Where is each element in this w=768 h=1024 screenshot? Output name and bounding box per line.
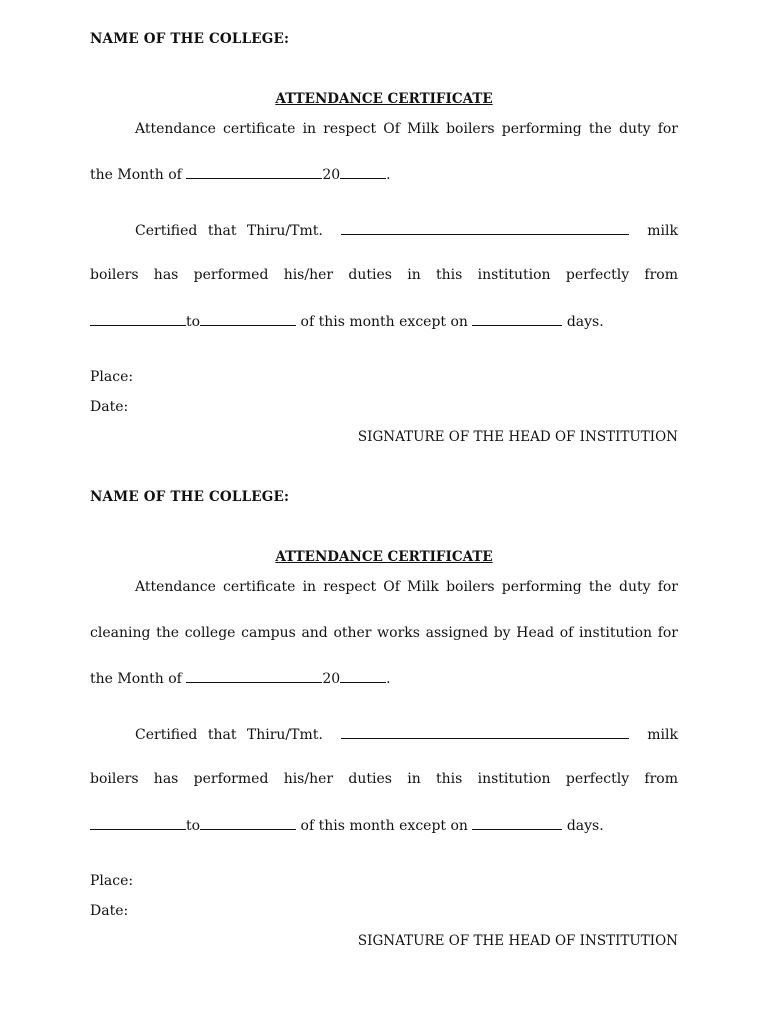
certified-line — [90, 221, 678, 240]
college-name-label: NAME OF THE COLLEGE: — [90, 489, 290, 505]
period-line — [90, 312, 678, 331]
certified-suffix: milk — [647, 223, 678, 239]
date-label: Date: — [90, 903, 129, 919]
certificate-heading: ATTENDANCE CERTIFICATE — [275, 91, 493, 107]
certified-prefix: Certified that Thiru/Tmt. — [135, 727, 323, 743]
name-blank — [341, 725, 629, 739]
month-year: 20 — [322, 671, 341, 687]
month-prefix: the Month of — [90, 671, 182, 687]
month-prefix: the Month of — [90, 167, 182, 183]
to-date-blank — [200, 312, 296, 326]
certified-prefix: Certified that Thiru/Tmt. — [135, 223, 323, 239]
signature-label: SIGNATURE OF THE HEAD OF INSTITUTION — [357, 429, 678, 445]
days-blank — [472, 312, 562, 326]
date-label: Date: — [90, 399, 129, 415]
except-text: of this month except on — [300, 314, 468, 330]
intro-line: Attendance certificate in respect Of Milk boilers performing the duty for — [135, 121, 678, 137]
certified-suffix: milk — [647, 727, 678, 743]
month-end: . — [386, 671, 391, 687]
duties-line: boilers has performed his/her duties in this institution perfectly from — [90, 267, 678, 283]
certificate-heading: ATTENDANCE CERTIFICATE — [275, 549, 493, 565]
from-date-blank — [90, 816, 186, 830]
duties-line: boilers has performed his/her duties in this institution perfectly from — [90, 771, 678, 787]
name-blank — [341, 221, 629, 235]
except-text: of this month except on — [300, 818, 468, 834]
year-blank — [340, 165, 386, 179]
intro-line: Attendance certificate in respect Of Milk boilers performing the duty for — [135, 579, 678, 595]
to-word: to — [186, 818, 201, 834]
certified-line — [90, 725, 678, 744]
place-label: Place: — [90, 873, 134, 889]
month-blank — [186, 165, 322, 179]
month-blank — [186, 669, 322, 683]
days-word: days. — [566, 314, 604, 330]
college-name-label: NAME OF THE COLLEGE: — [90, 31, 290, 47]
month-end: . — [386, 167, 391, 183]
year-blank — [340, 669, 386, 683]
to-date-blank — [200, 816, 296, 830]
days-word: days. — [566, 818, 604, 834]
from-date-blank — [90, 312, 186, 326]
days-blank — [472, 816, 562, 830]
to-word: to — [186, 314, 201, 330]
signature-label: SIGNATURE OF THE HEAD OF INSTITUTION — [357, 933, 678, 949]
month-line — [90, 165, 678, 184]
place-label: Place: — [90, 369, 134, 385]
month-line — [90, 669, 678, 688]
month-year: 20 — [322, 167, 341, 183]
period-line — [90, 816, 678, 835]
intro-line-2: cleaning the college campus and other works assigned by Head of institution for — [90, 625, 678, 641]
